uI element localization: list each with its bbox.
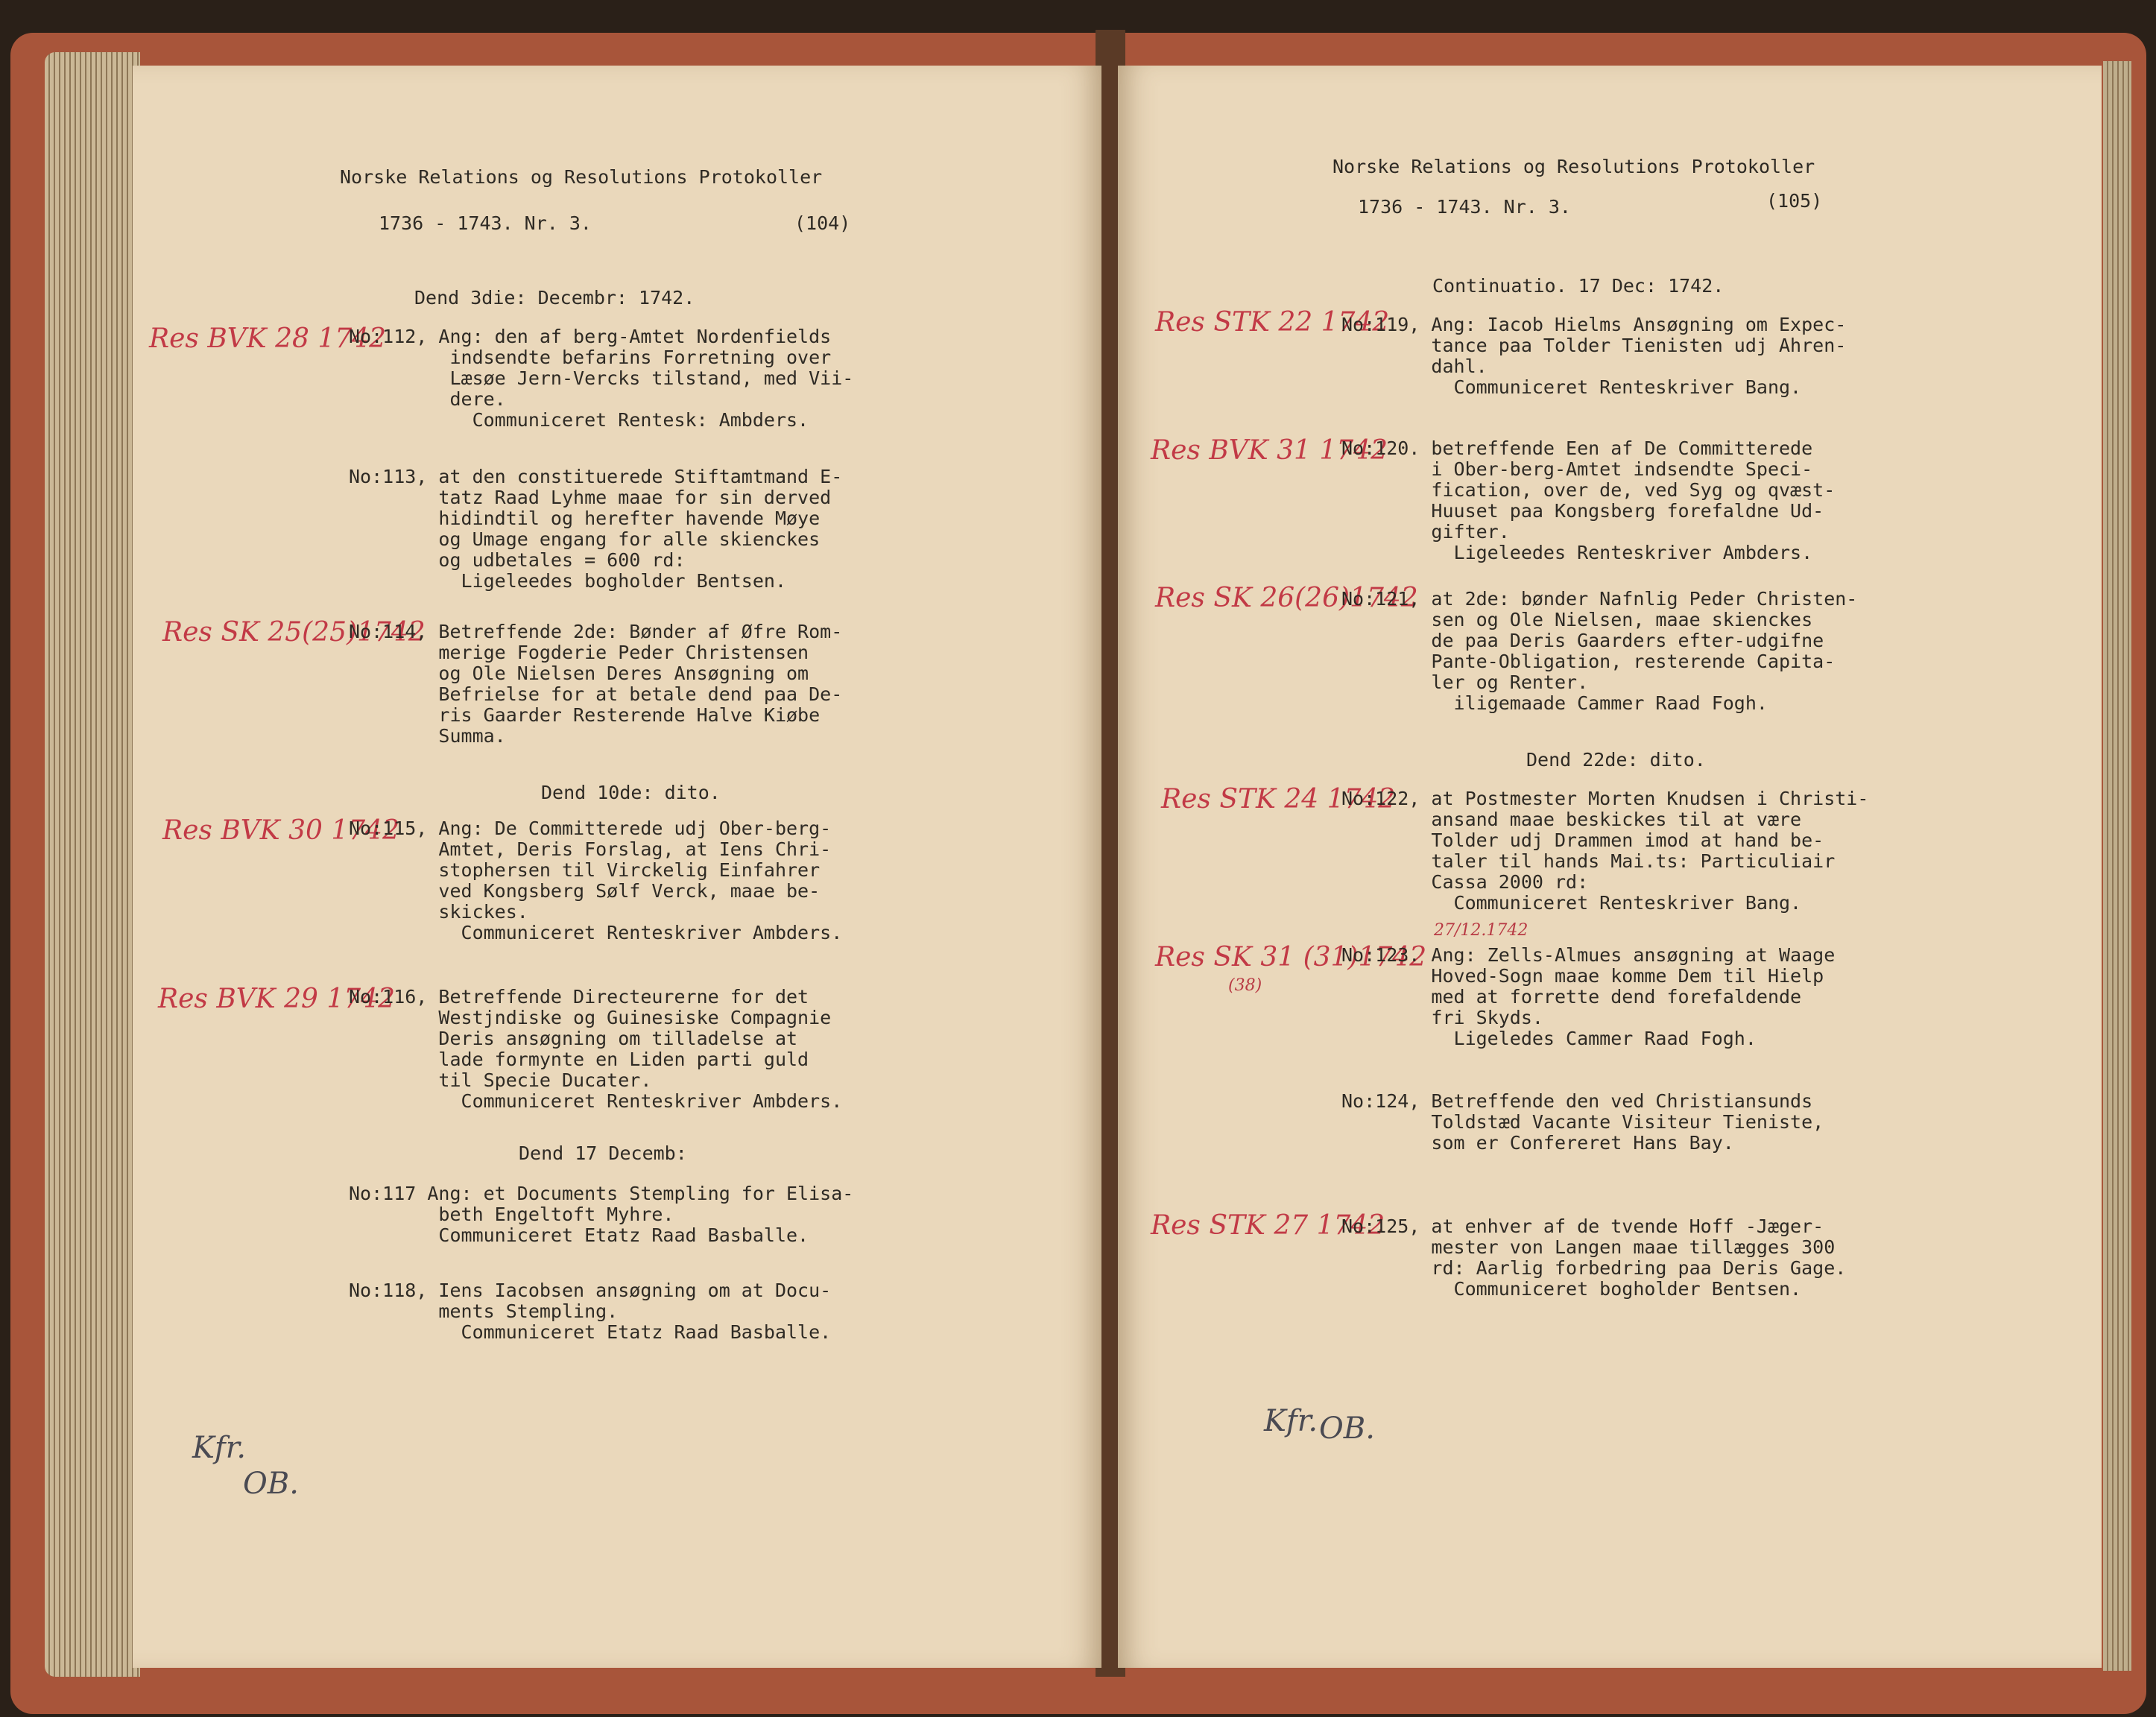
margin-reference-123-sub: (38) [1228,976,1262,995]
entry-124: No:124, Betreffende den ved Christiansunds Toldstæd Vacante Visiteur Tieniste, som er Confereret Hans Bay. [1341,1090,1824,1154]
left-page [133,66,1101,1668]
margin-reference-116: Res BVK 29 1742 [158,984,395,1014]
left-header-title: Norske Relations og Resolutions Protokoller [340,166,823,188]
entry-115: No:115, Ang: De Committerede udj Ober-berg- Amtet, Deris Forslag, at Iens Chri- stophersen til Virckelig Einfahrer ved Kongsberg Sølf Verck, maae be- skickes. Communiceret Renteskriver Ambders. [349,818,843,943]
margin-reference-122: Res STK 24 1742 [1161,784,1396,815]
margin-reference-121: Res SK 26(26)1742 [1155,583,1418,613]
entry-123: No:123. Ang: Zells-Almues ansøgning at Waage Hoved-Sogn maae komme Dem til Hielp med at forrette dend forefaldende fri Skyds. Ligeledes Cammer Raad Fogh. [1341,944,1836,1049]
margin-reference-114: Res SK 25(25)1742 [162,617,426,648]
left-date-heading-2: Dend 10de: dito. [541,782,721,803]
entry-122: No:122, at Postmester Morten Knudsen i Christi- ansand maae beskickes til at være Tolder udj Drammen imod at hand be- taler til hands Mai.ts: Particuliair Cassa 2000 rd: Communiceret Renteskriver Bang. [1341,788,1869,914]
page-edges-right [2103,61,2131,1671]
entry-114: No:114, Betreffende 2de: Bønder af Øfre Rom- merige Fogderie Peder Christensen og Ole Nielsen Deres Ansøgning om Befrielse for at betale dend paa De- ris Gaarder Resterende Halve Kiøbe Summa. [349,621,843,747]
margin-reference-123: Res SK 31 (31)1742 [1155,942,1427,973]
pencil-note-ob-right: OB. [1319,1411,1375,1446]
margin-reference-119: Res STK 22 1742 [1155,307,1390,338]
entry-116: No:116, Betreffende Directeurerne for det Westjndiske og Guinesiske Compagnie Deris ansøgning om tilladelse at lade formynte en Liden parti guld til Specie Ducater. Communiceret Renteskriver Ambders. [349,986,843,1112]
entry-121: No:121, at 2de: bønder Nafnlig Peder Christen- sen og Ole Nielsen, maae skienckes de paa Deris Gaarders efter-udgifne Pante-Obligation, resterende Capita- ler og Renter. iligemaade Cammer Raad Fogh. [1341,588,1858,714]
left-header-years: 1736 - 1743. Nr. 3. [379,212,592,234]
right-page [1118,66,2102,1668]
entry-125: No:125, at enhver af de tvende Hoff -Jæger- mester von Langen maae tillægges 300 rd: Aarlig forbedring paa Deris Gage. Communiceret bogholder Bentsen. [1341,1215,1847,1300]
entry-119: No:119, Ang: Iacob Hielms Ansøgning om Expec- tance paa Tolder Tienisten udj Ahren- dahl. Communiceret Renteskriver Bang. [1341,314,1847,398]
entry-118: No:118, Iens Iacobsen ansøgning om at Docu- ments Stempling. Communiceret Etatz Raad Basballe. [349,1280,832,1343]
entry-117: No:117 Ang: et Documents Stempling for Elisa- beth Engeltoft Myhre. Communiceret Etatz Raad Basballe. [349,1183,854,1246]
right-date-heading-1: Continuatio. 17 Dec: 1742. [1432,275,1725,297]
margin-reference-115: Res BVK 30 1742 [162,815,399,846]
right-page-number: (105) [1766,190,1823,212]
left-date-heading-1: Dend 3die: Decembr: 1742. [414,287,695,309]
pencil-note-kfr-right: Kfr. [1264,1404,1318,1438]
entry-120: No:120. betreffende Een af De Committerede i Ober-berg-Amtet indsendte Speci- fication, over de, ved Syg og qvæst- Huuset paa Kongsberg forefaldne Ud- gifter. Ligeleedes Renteskriver Ambders. [1341,437,1836,563]
right-date-heading-2: Dend 22de: dito. [1526,749,1706,771]
right-header-title: Norske Relations og Resolutions Protokoller [1333,156,1815,177]
pencil-note-ob-left: OB. [243,1467,299,1501]
entry-112: No:112, Ang: den af berg-Amtet Nordenfields indsendte befarins Forretning over Læsøe Jern-Vercks tilstand, med Vii- dere. Communiceret Rentesk: Ambders. [349,326,854,431]
right-header-years: 1736 - 1743. Nr. 3. [1358,196,1571,218]
margin-reference-120: Res BVK 31 1742 [1151,435,1388,466]
left-page-number: (104) [794,212,851,234]
left-date-heading-3: Dend 17 Decemb: [519,1142,687,1164]
margin-reference-112: Res BVK 28 1742 [149,323,386,354]
margin-reference-125: Res STK 27 1742 [1151,1210,1385,1241]
pencil-note-kfr-left: Kfr. [192,1431,247,1465]
entry-113: No:113, at den constituerede Stiftamtmand E- tatz Raad Lyhme maae for sin derved hidindtil og herefter havende Møye og Umage engang for alle skienckes og udbetales = 600 rd: Ligeleedes bogholder Bentsen. [349,466,843,592]
margin-reference-123-date: 27/12.1742 [1434,921,1529,940]
page-edges-left [45,52,140,1677]
